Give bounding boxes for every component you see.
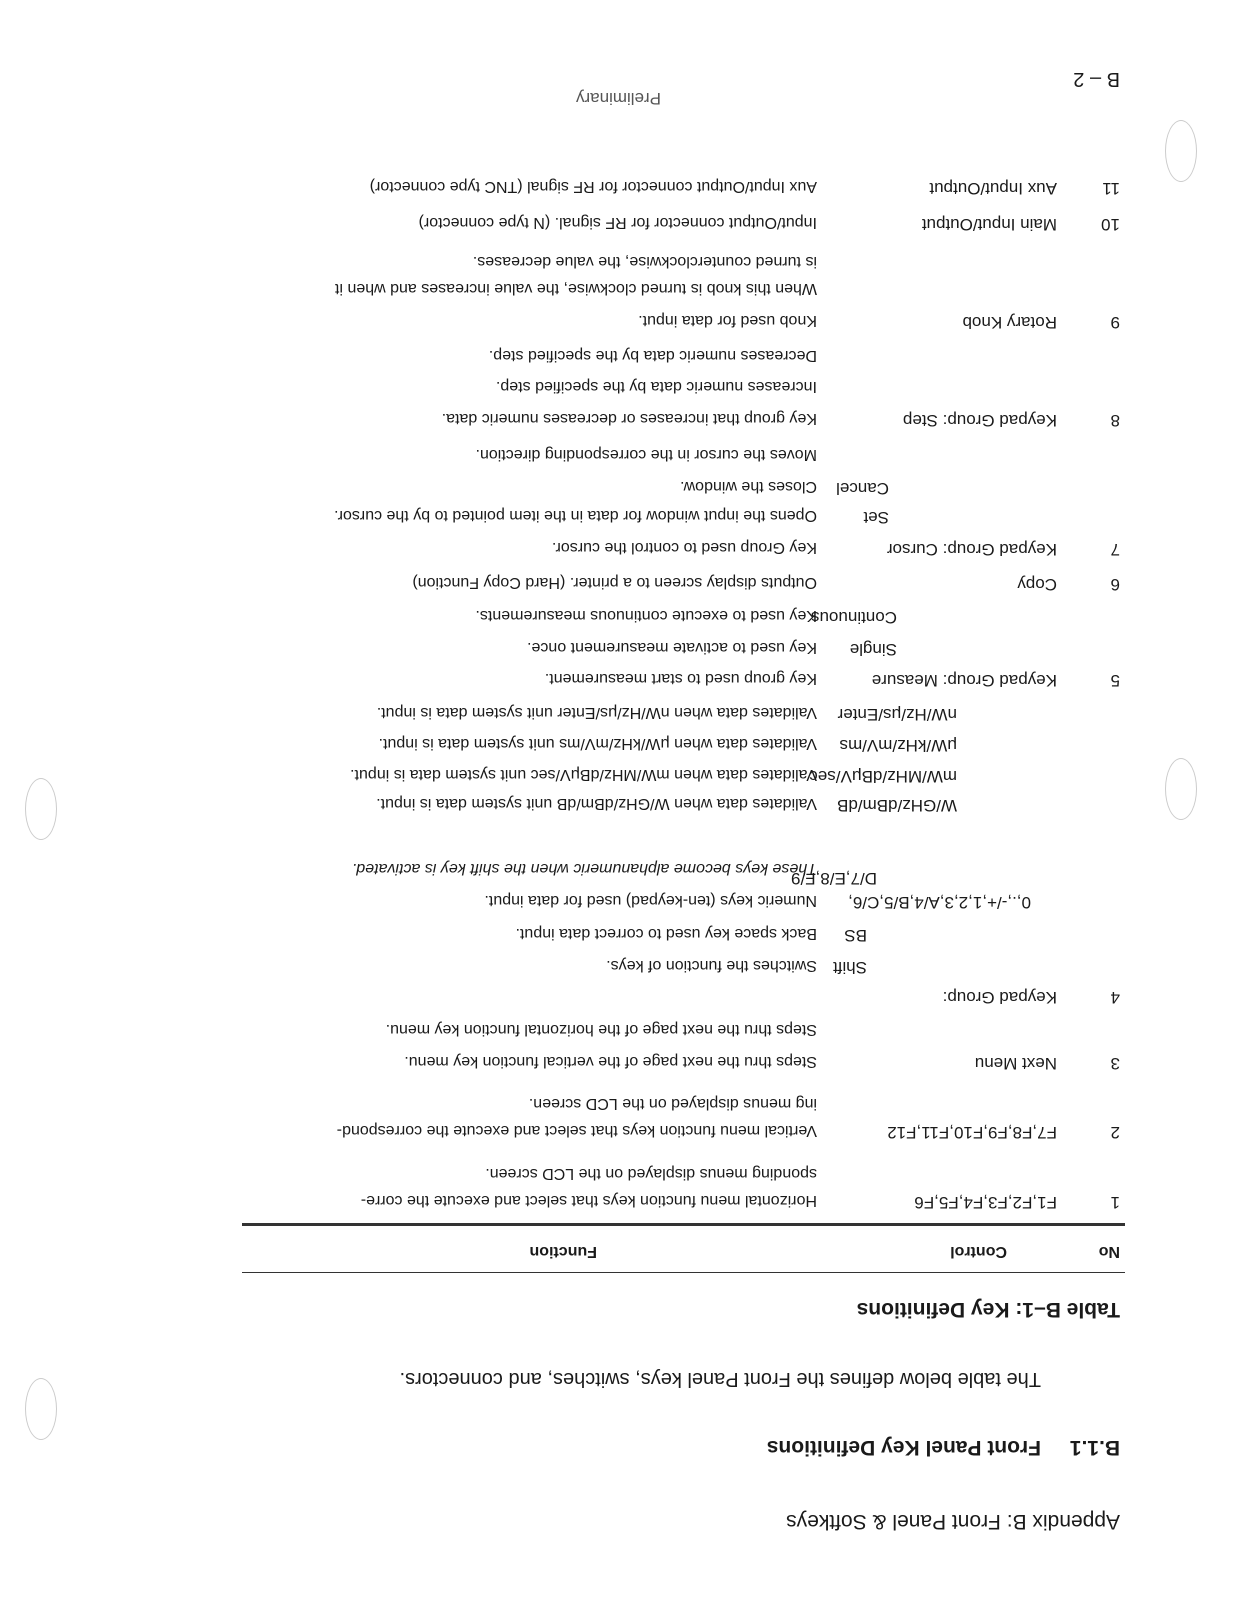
cursor-arrows-function: Moves the cursor in the corresponding direction. xyxy=(475,446,817,463)
key-shift-function: Switches the function of keys. xyxy=(606,957,817,974)
row-6-control: Copy xyxy=(1017,575,1057,594)
header-control: Control xyxy=(950,1243,1007,1260)
key-set-label: Set xyxy=(863,508,889,527)
row-7-no: 7 xyxy=(1110,540,1120,559)
row-9-function-line-3: is turned counterclockwise, the value decreases. xyxy=(472,253,817,270)
row-10-function: Input/Output connector for RF signal. (N type connector) xyxy=(418,214,817,231)
row-8-function-line-2: Increases numeric data by the specified step. xyxy=(495,378,817,395)
numeric-keys-label-line-1: 0,.,-/+,1,2,3,A/4,B/5,C/6, xyxy=(848,893,1031,912)
key-continuous-function: Key used to execute continuous measurements. xyxy=(475,607,817,624)
page-number: B – 2 xyxy=(1073,68,1120,90)
key-w-ghz-label: W/GHz/dBm/dB xyxy=(837,796,957,815)
table-top-rule xyxy=(242,1272,1125,1273)
row-9-function-line-2: When this knob is turned clockwise, the value increases and when it xyxy=(334,280,817,297)
row-9-no: 9 xyxy=(1110,313,1120,332)
binder-hole-mark xyxy=(1165,758,1197,820)
key-w-ghz-function: Validates data when W/GHz/dBm/dB unit system data is input. xyxy=(376,795,817,812)
key-shift-label: Shift xyxy=(832,958,867,977)
row-11-control: Aux Input/Output xyxy=(929,179,1057,198)
key-cancel-label: Cancel xyxy=(836,479,889,498)
row-10-control: Main Input/Output xyxy=(921,215,1057,234)
key-cancel-function: Closes the window. xyxy=(680,478,817,495)
row-6-no: 6 xyxy=(1110,575,1120,594)
footer-preliminary: Preliminary xyxy=(575,89,662,108)
numeric-keys-function: Numeric keys (ten-keypad) used for data input. xyxy=(484,892,817,909)
key-uw-khz-label: μW/kHz/mV/ms xyxy=(839,736,957,755)
row-3-control: Next Menu xyxy=(974,1054,1057,1073)
key-mw-mhz-label: mW/MHz/dBμV/sec xyxy=(809,767,957,786)
row-1-no: 1 xyxy=(1110,1193,1120,1212)
row-4-control: Keypad Group: xyxy=(942,988,1057,1007)
section-number: B.1.1 xyxy=(1069,1436,1120,1459)
section-title: Front Panel Key Definitions xyxy=(766,1436,1041,1459)
header-no: No xyxy=(1098,1243,1120,1260)
binder-hole-mark xyxy=(25,778,57,840)
row-7-function: Key Group used to control the cursor. xyxy=(551,539,817,556)
row-8-function-line-1: Key group that increases or decreases numeric data. xyxy=(441,410,817,427)
key-uw-khz-function: Validates data when μW/kHz/mV/ms unit system data is input. xyxy=(378,735,817,752)
row-5-function: Key group used to start measurement. xyxy=(544,670,817,687)
row-9-control: Rotary Knob xyxy=(962,313,1057,332)
row-8-no: 8 xyxy=(1110,411,1120,430)
row-5-no: 5 xyxy=(1110,671,1120,690)
row-4-no: 4 xyxy=(1110,988,1120,1007)
row-1-control: F1,F2,F3,F4,F5,F6 xyxy=(914,1193,1057,1212)
table-title: Table B–1: Key Definitions xyxy=(856,1298,1120,1321)
intro-paragraph: The table below defines the Front Panel keys, switches, and connectors. xyxy=(399,1368,1041,1390)
row-2-no: 2 xyxy=(1110,1123,1120,1142)
row-3-function-line-1: Steps thru the next page of the vertical function key menu. xyxy=(404,1053,817,1070)
page-header: Appendix B: Front Panel & Softkeys xyxy=(786,1510,1120,1533)
binder-hole-mark xyxy=(25,1378,57,1440)
row-8-function-line-3: Decreases numeric data by the specified step. xyxy=(488,347,817,364)
key-bs-function: Back space key used to correct data input. xyxy=(515,925,817,942)
numeric-keys-label-line-2: D/7,E/8,F/9 xyxy=(791,869,877,888)
binder-hole-mark xyxy=(1165,120,1197,182)
key-set-function: Opens the input window for data in the item pointed to by the cursor. xyxy=(334,507,817,524)
header-function: Function xyxy=(529,1243,597,1260)
row-9-function-line-1: Knob used for data input. xyxy=(638,312,817,329)
row-6-function: Outputs display screen to a printer. (Hard Copy Function) xyxy=(412,574,817,591)
row-11-no: 11 xyxy=(1102,179,1120,198)
row-5-control: Keypad Group: Measure xyxy=(871,671,1057,690)
key-single-label: Single xyxy=(849,640,897,659)
row-10-no: 10 xyxy=(1101,215,1120,234)
key-continuous-label: Continuous xyxy=(810,608,897,627)
key-single-function: Key used to activate measurement once. xyxy=(527,639,817,656)
key-bs-label: BS xyxy=(844,926,867,945)
row-11-function: Aux Input/Output connector for RF signal (TNC type connector) xyxy=(369,178,817,195)
row-2-control: F7,F8,F9,F10,F11,F12 xyxy=(887,1123,1057,1142)
row-2-function-line-2: ing menus displayed on the LCD screen. xyxy=(528,1095,817,1112)
key-nw-hz-label: nW/Hz/μs/Enter xyxy=(837,705,957,724)
row-2-function-line-1: Vertical menu function keys that select and execute the correspond- xyxy=(336,1122,817,1139)
key-mw-mhz-function: Validates data when mW/MHz/dBμV/sec unit system data is input. xyxy=(350,766,817,783)
row-3-function-line-2: Steps thru the next page of the horizontal function key menu. xyxy=(385,1021,817,1038)
row-3-no: 3 xyxy=(1110,1054,1120,1073)
numeric-keys-note: These keys become alphanumeric when the shift key is activated. xyxy=(351,860,817,877)
row-7-control: Keypad Group: Cursor xyxy=(886,540,1057,559)
key-nw-hz-function: Validates data when nW/Hz/μs/Enter unit system data is input. xyxy=(376,704,817,721)
row-1-function-line-2: sponding menus displayed on the LCD screen. xyxy=(485,1165,817,1182)
table-header-rule xyxy=(242,1223,1125,1226)
row-8-control: Keypad Group: Step xyxy=(902,411,1057,430)
row-1-function-line-1: Horizontal menu function keys that select and execute the corre- xyxy=(360,1192,817,1209)
